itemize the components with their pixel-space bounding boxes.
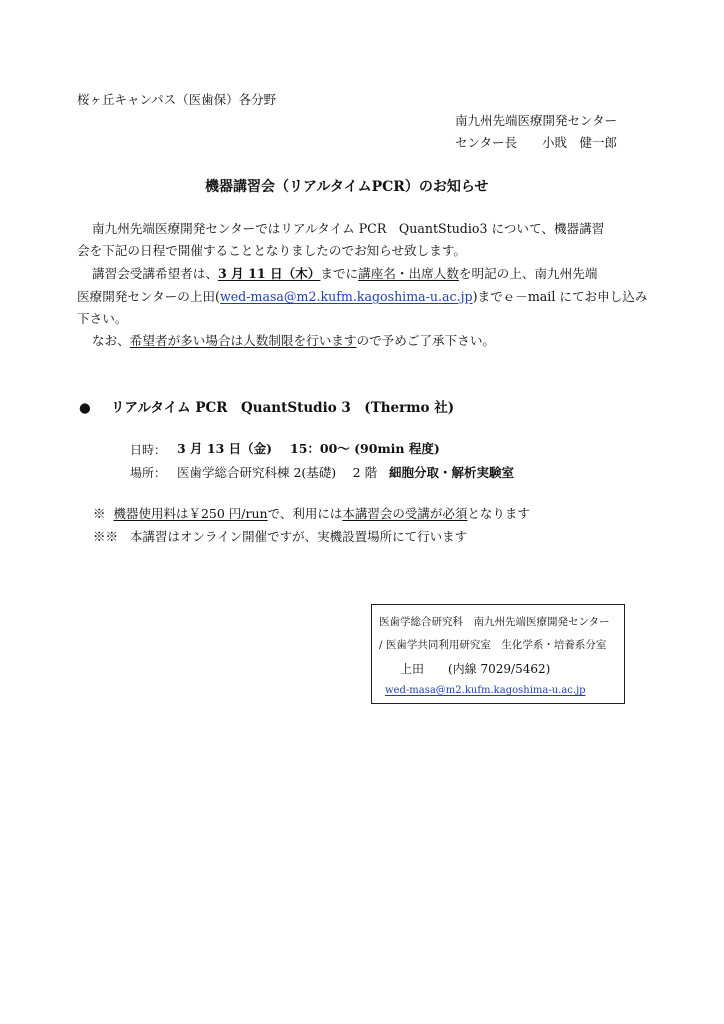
contact-line-2: / 医歯学共同利用研究室 生化学系・培養系分室 bbox=[379, 639, 607, 651]
note-1 bbox=[93, 508, 530, 521]
p2-l2-text-a: 医療開発センターの上田( bbox=[77, 289, 220, 304]
place-value: 医歯学総合研究科棟 2(基礎) 2 階 bbox=[177, 465, 378, 480]
contact-line-1: 医歯学総合研究科 南九州先端医療開発センター bbox=[379, 616, 610, 628]
page-title: 機器講習会（リアルタイムPCR）のお知らせ bbox=[205, 179, 489, 195]
p2-text-a: 講習会受講希望者は、 bbox=[92, 266, 218, 281]
contact-email-link[interactable]: wed-masa@m2.kufm.kagoshima-u.ac.jp bbox=[385, 685, 586, 696]
paragraph-1-line-1: 南九州先端医療開発センターではリアルタイム PCR QuantStudio3 について、機器講習 bbox=[92, 221, 605, 236]
attendance-requirement: 本講習会の受講が必須 bbox=[342, 506, 468, 521]
paragraph-2-line-1 bbox=[92, 268, 597, 281]
note-2-text: 本講習はオンライン開催ですが、実機設置場所にて行います bbox=[129, 529, 468, 544]
note-2 bbox=[93, 531, 467, 544]
paragraph-2-line-3: 下さい。 bbox=[77, 311, 128, 326]
deadline-date: 3 月 11 日（木） bbox=[217, 266, 321, 281]
email-link[interactable]: wed-masa@m2.kufm.kagoshima-u.ac.jp bbox=[219, 289, 473, 304]
note-1-mark: ※ bbox=[93, 506, 106, 521]
room-name: 細胞分取・解析実験室 bbox=[389, 465, 515, 480]
p2-text-c: を明記の上、南九州先端 bbox=[458, 266, 598, 281]
paragraph-2-line-2 bbox=[77, 291, 648, 304]
p3-text-a: なお、 bbox=[92, 333, 130, 348]
usage-fee: 機器使用料は￥250 円/run bbox=[113, 506, 268, 521]
recipient-line: 桜ヶ丘キャンパス（医歯保）各分野 bbox=[77, 92, 277, 107]
place-label: 場所： bbox=[130, 466, 167, 480]
p2-l2-text-b: )までｅ－mail にてお申し込み bbox=[472, 289, 648, 304]
contact-box bbox=[371, 604, 625, 704]
note-2-mark: ※※ bbox=[93, 529, 119, 544]
section-heading: リアルタイム PCR QuantStudio 3 (Thermo 社) bbox=[111, 400, 455, 416]
sender-person: センター長 小戝 健一郎 bbox=[455, 135, 618, 150]
contact-line-3: 上田 (内線 7029/5462) bbox=[400, 662, 551, 676]
p3-underline-1: 希望者が多い場合は bbox=[129, 333, 244, 348]
paragraph-1-line-2: 会を下記の日程で開催することとなりましたのでお知らせ致します。 bbox=[77, 243, 467, 258]
date-value: 3 月 13 日（金) bbox=[177, 441, 273, 456]
p2-text-b: までに bbox=[320, 266, 359, 281]
bullet-icon: ● bbox=[79, 400, 91, 416]
date-label: 日時： bbox=[130, 443, 167, 457]
note-1-text-a: で、利用には bbox=[267, 506, 343, 521]
paragraph-3 bbox=[92, 335, 495, 348]
p3-underline-2: 人数制限を行います bbox=[243, 333, 357, 348]
p3-text-b: ので予めご了承下さい。 bbox=[356, 333, 495, 348]
note-1-text-b: となります bbox=[467, 506, 530, 521]
time-value: 15：00～ (90min 程度) bbox=[290, 441, 440, 456]
sender-organization: 南九州先端医療開発センター bbox=[455, 113, 618, 128]
required-info: 講座名・出席人数 bbox=[358, 266, 459, 281]
